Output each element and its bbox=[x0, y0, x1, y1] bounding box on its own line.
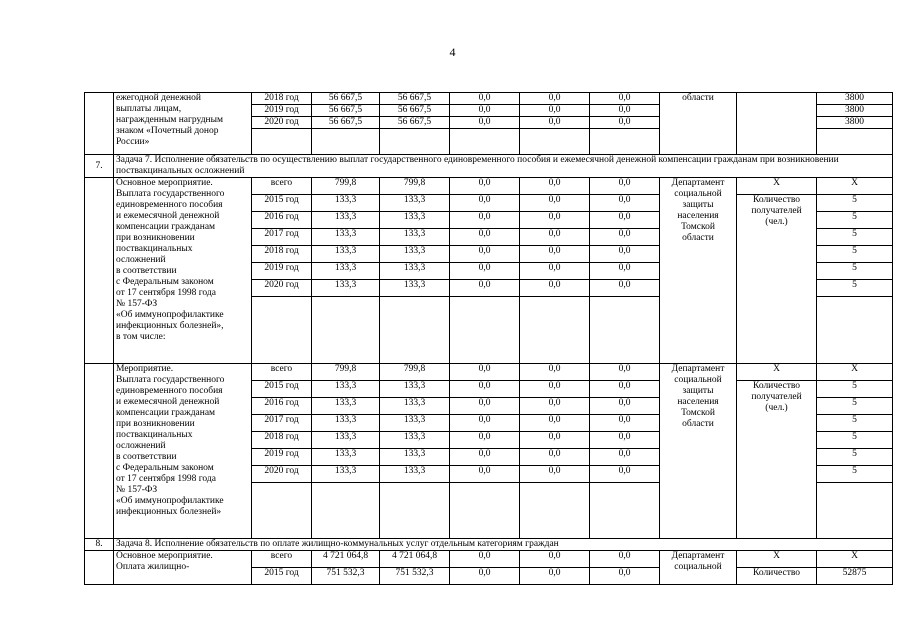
table-row: 2016 год 133,3 133,3 0,0 0,0 0,0 5 bbox=[85, 212, 893, 229]
table-row: 2020 год 133,3 133,3 0,0 0,0 0,0 5 bbox=[85, 466, 893, 483]
task-row bbox=[85, 539, 893, 551]
executor: Департамент социальной защиты населения Томской области bbox=[660, 364, 737, 539]
program-table bbox=[84, 92, 893, 585]
task-number: 7. bbox=[85, 155, 114, 178]
table-row: 2017 год 133,3 133,3 0,0 0,0 0,0 5 bbox=[85, 229, 893, 246]
table-row: ежегодной денежной выплаты лицам, награжденным нагрудным знаком «Почетный донор России» 2018 год 56 667,5 56 667,5 0,0 0,0 0,0 области 3800 bbox=[85, 93, 893, 105]
activity-description: ежегодной денежной выплаты лицам, награжденным нагрудным знаком «Почетный донор России» bbox=[114, 93, 252, 155]
table-row: Основное мероприятие. Оплата жилищно- всего 4 721 064,8 4 721 064,8 0,0 0,0 0,0 Департамент социальной Х Х bbox=[85, 551, 893, 568]
table-row: 2020 год 133,3 133,3 0,0 0,0 0,0 5 bbox=[85, 280, 893, 297]
table-row: 2016 год 133,3 133,3 0,0 0,0 0,0 5 bbox=[85, 398, 893, 415]
table-row: Основное мероприятие. Выплата государственного единовременного пособия и ежемесячной денежной компенсации гражданам при возникновении поствакцинальных осложнений в соответствии с Федеральным законом от 17 сентября 1998 года № 157-ФЗ «Об иммунопрофилактике инфекционных болезней», в том числе: всего 799,8 799,8 0,0 0,0 0,0 Департамент социальной защиты населения Томской области Х Х bbox=[85, 178, 893, 195]
table-row: 2019 год 133,3 133,3 0,0 0,0 0,0 5 bbox=[85, 263, 893, 280]
task-number: 8. bbox=[85, 539, 114, 551]
executor: области bbox=[660, 93, 737, 155]
table-row: 2017 год 133,3 133,3 0,0 0,0 0,0 5 bbox=[85, 415, 893, 432]
task-row bbox=[85, 155, 893, 178]
page-number: 4 bbox=[449, 45, 456, 59]
table-row: 2015 год 133,3 133,3 0,0 0,0 0,0 Количество получателей (чел.) 5 bbox=[85, 381, 893, 398]
executor: Департамент социальной защиты населения Томской области bbox=[660, 178, 737, 364]
table-row: 2018 год 133,3 133,3 0,0 0,0 0,0 5 bbox=[85, 246, 893, 263]
indicator: Количество получателей (чел.) bbox=[737, 195, 817, 364]
table-row: 2018 год 133,3 133,3 0,0 0,0 0,0 5 bbox=[85, 432, 893, 449]
activity-description: Основное мероприятие. Оплата жилищно- bbox=[114, 551, 252, 585]
table-row: 2015 год 133,3 133,3 0,0 0,0 0,0 Количество получателей (чел.) 5 bbox=[85, 195, 893, 212]
table-row: 2019 год 133,3 133,3 0,0 0,0 0,0 5 bbox=[85, 449, 893, 466]
table-row: 2020 год 56 667,5 56 667,5 0,0 0,0 0,0 3800 bbox=[85, 117, 893, 129]
executor: Департамент социальной bbox=[660, 551, 737, 585]
task-title: Задача 7. Исполнение обязательств по осуществлению выплат государственного единовременного пособия и ежемесячной денежной компенсации гражданам при возникновении поствакцинальных осложнений bbox=[114, 155, 893, 178]
activity-description: Основное мероприятие. Выплата государственного единовременного пособия и ежемесячной денежной компенсации гражданам при возникновении поствакцинальных осложнений в соответствии с Федеральным законом от 17 сентября 1998 года № 157-ФЗ «Об иммунопрофилактике инфекционных болезней», в том числе: bbox=[114, 178, 252, 364]
activity-description: Мероприятие. Выплата государственного единовременного пособия и ежемесячной денежной компенсации гражданам при возникновении поствакцинальных осложнений в соответствии с Федеральным законом от 17 сентября 1998 года № 157-ФЗ «Об иммунопрофилактике инфекционных болезней» bbox=[114, 364, 252, 539]
table-row: 2019 год 56 667,5 56 667,5 0,0 0,0 0,0 3800 bbox=[85, 105, 893, 117]
task-title: Задача 8. Исполнение обязательств по оплате жилищно-коммунальных услуг отдельным категориям граждан bbox=[114, 539, 893, 551]
table-row: Мероприятие. Выплата государственного единовременного пособия и ежемесячной денежной компенсации гражданам при возникновении поствакцинальных осложнений в соответствии с Федеральным законом от 17 сентября 1998 года № 157-ФЗ «Об иммунопрофилактике инфекционных болезней» всего 799,8 799,8 0,0 0,0 0,0 Департамент социальной защиты населения Томской области Х Х bbox=[85, 364, 893, 381]
table-row: 2015 год 751 532,3 751 532,3 0,0 0,0 0,0 Количество 52875 bbox=[85, 568, 893, 585]
indicator: Количество получателей (чел.) bbox=[737, 381, 817, 539]
